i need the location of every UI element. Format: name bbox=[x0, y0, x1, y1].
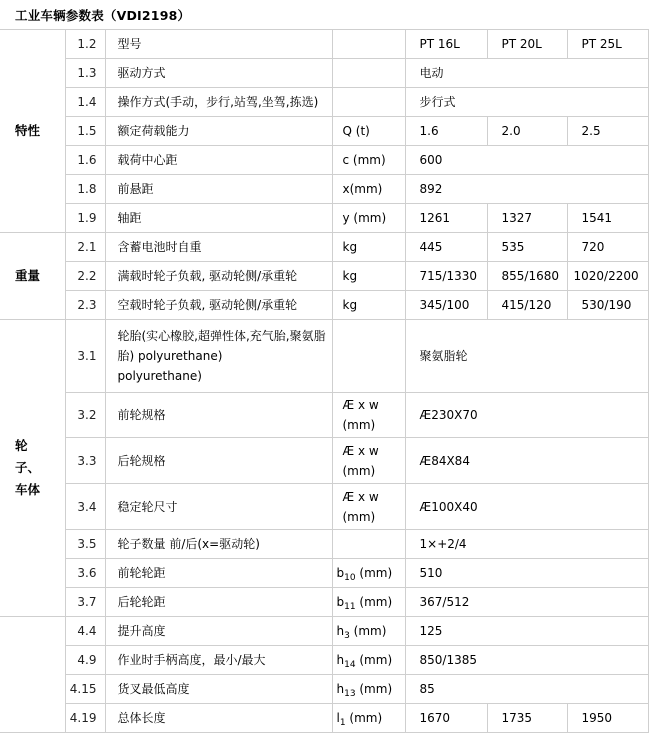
unit-subscript: 11 bbox=[344, 602, 356, 612]
value-pt20l: 415/120 bbox=[487, 291, 567, 320]
table-row bbox=[0, 30, 648, 59]
unit-subscript: 13 bbox=[344, 689, 356, 699]
table-row bbox=[0, 588, 648, 617]
table-row bbox=[0, 559, 648, 588]
value-pt25l: 530/190 bbox=[567, 291, 648, 320]
unit-symbol: b bbox=[336, 595, 345, 609]
unit-line: Æ x w bbox=[342, 489, 379, 504]
unit-symbol: b bbox=[336, 566, 345, 580]
table-row bbox=[0, 175, 648, 204]
value-all: 367/512 bbox=[405, 588, 648, 617]
value-all: 1×+2/4 bbox=[405, 530, 648, 559]
row-description: 作业时手柄高度，最小/最大 bbox=[105, 646, 332, 675]
row-description: 提升高度 bbox=[105, 617, 332, 646]
value-all: 850/1385 bbox=[405, 646, 648, 675]
desc-line: 胎) polyurethane) bbox=[117, 349, 223, 363]
value-all: 125 bbox=[405, 617, 648, 646]
section-label: 特性 bbox=[0, 30, 65, 233]
row-number: 1.5 bbox=[65, 117, 105, 146]
row-unit: c (mm) bbox=[332, 146, 405, 175]
unit-symbol: h bbox=[336, 653, 345, 667]
unit-line: (mm) bbox=[342, 463, 376, 478]
unit-subscript: 1 bbox=[339, 718, 346, 728]
desc-line: 轮胎(实心橡胶,超弹性体,充气胎,聚氨脂 bbox=[117, 329, 326, 343]
value-pt25l: PT 25L bbox=[567, 30, 648, 59]
unit-subscript: 10 bbox=[344, 573, 356, 583]
row-unit bbox=[332, 484, 405, 530]
unit-suffix: (mm) bbox=[349, 624, 387, 638]
table-row bbox=[0, 438, 648, 484]
row-unit bbox=[332, 393, 405, 438]
table-row bbox=[0, 291, 648, 320]
value-pt25l: 1950 bbox=[567, 704, 648, 733]
row-number: 3.6 bbox=[65, 559, 105, 588]
row-description: 型号 bbox=[105, 30, 332, 59]
row-unit bbox=[332, 530, 405, 559]
table-row bbox=[0, 233, 648, 262]
unit-line: Æ x w bbox=[342, 398, 379, 412]
row-unit bbox=[332, 588, 405, 617]
table-row bbox=[0, 675, 648, 704]
value-pt16l: 1670 bbox=[405, 704, 487, 733]
row-unit bbox=[332, 438, 405, 484]
value-all: Æ230X70 bbox=[405, 393, 648, 438]
unit-line: Æ x w bbox=[342, 443, 379, 458]
table-row bbox=[0, 262, 648, 291]
row-description: 空载时轮子负载, 驱动轮侧/承重轮 bbox=[105, 291, 332, 320]
row-number: 1.8 bbox=[65, 175, 105, 204]
row-description: 轮子数量 前/后(x=驱动轮) bbox=[105, 530, 332, 559]
row-number: 3.3 bbox=[65, 438, 105, 484]
value-all: 聚氨脂轮 bbox=[405, 320, 648, 393]
row-description: 后轮轮距 bbox=[105, 588, 332, 617]
value-pt16l: 715/1330 bbox=[405, 262, 487, 291]
value-pt20l: 1327 bbox=[487, 204, 567, 233]
row-unit bbox=[332, 30, 405, 59]
value-all: 85 bbox=[405, 675, 648, 704]
row-description bbox=[105, 320, 332, 393]
row-number: 1.2 bbox=[65, 30, 105, 59]
value-pt16l: 1261 bbox=[405, 204, 487, 233]
row-description: 稳定轮尺寸 bbox=[105, 484, 332, 530]
value-pt20l: 855/1680 bbox=[487, 262, 567, 291]
unit-suffix: (mm) bbox=[355, 595, 393, 609]
row-description: 前悬距 bbox=[105, 175, 332, 204]
value-pt25l: 1020/2200 bbox=[567, 262, 648, 291]
row-number: 3.7 bbox=[65, 588, 105, 617]
value-pt20l: 535 bbox=[487, 233, 567, 262]
row-description: 操作方式(手动，步行,站驾,坐驾,拣选) bbox=[105, 88, 332, 117]
row-unit bbox=[332, 59, 405, 88]
unit-symbol: l bbox=[336, 711, 340, 725]
row-unit bbox=[332, 675, 405, 704]
row-unit: x(mm) bbox=[332, 175, 405, 204]
unit-line: (mm) bbox=[342, 509, 376, 524]
table-row bbox=[0, 146, 648, 175]
row-unit bbox=[332, 617, 405, 646]
table-row bbox=[0, 204, 648, 233]
table-row bbox=[0, 704, 648, 733]
row-number: 4.15 bbox=[65, 675, 105, 704]
row-unit bbox=[332, 704, 405, 733]
row-unit: kg bbox=[332, 262, 405, 291]
value-all: 电动 bbox=[405, 59, 648, 88]
row-description: 前轮轮距 bbox=[105, 559, 332, 588]
value-all: 600 bbox=[405, 146, 648, 175]
value-pt25l: 2.5 bbox=[567, 117, 648, 146]
row-description: 货叉最低高度 bbox=[105, 675, 332, 704]
row-description: 驱动方式 bbox=[105, 59, 332, 88]
row-number: 4.9 bbox=[65, 646, 105, 675]
table-row bbox=[0, 88, 648, 117]
value-all: 步行式 bbox=[405, 88, 648, 117]
value-pt16l: PT 16L bbox=[405, 30, 487, 59]
table-row bbox=[0, 117, 648, 146]
unit-suffix: (mm) bbox=[355, 653, 393, 667]
row-number: 1.4 bbox=[65, 88, 105, 117]
row-description: 总体长度 bbox=[105, 704, 332, 733]
unit-subscript: 3 bbox=[344, 631, 350, 641]
row-description: 前轮规格 bbox=[105, 393, 332, 438]
desc-line: polyurethane) bbox=[117, 369, 202, 383]
row-number: 1.3 bbox=[65, 59, 105, 88]
row-number: 3.1 bbox=[65, 320, 105, 393]
unit-suffix: (mm) bbox=[345, 711, 383, 725]
unit-suffix: (mm) bbox=[355, 566, 393, 580]
row-description: 满载时轮子负载, 驱动轮侧/承重轮 bbox=[105, 262, 332, 291]
value-pt25l: 1541 bbox=[567, 204, 648, 233]
page-title: 工业车辆参数表（VDI2198） bbox=[15, 8, 191, 23]
section-label bbox=[0, 617, 65, 733]
row-description: 额定荷载能力 bbox=[105, 117, 332, 146]
row-unit bbox=[332, 88, 405, 117]
value-all: 892 bbox=[405, 175, 648, 204]
unit-line: (mm) bbox=[342, 418, 376, 432]
row-description: 载荷中心距 bbox=[105, 146, 332, 175]
row-unit bbox=[332, 646, 405, 675]
value-pt20l: PT 20L bbox=[487, 30, 567, 59]
row-unit bbox=[332, 559, 405, 588]
row-number: 2.2 bbox=[65, 262, 105, 291]
table-row bbox=[0, 646, 648, 675]
value-all: Æ100X40 bbox=[405, 484, 648, 530]
row-number: 4.19 bbox=[65, 704, 105, 733]
section-label: 重量 bbox=[0, 233, 65, 320]
row-unit: y (mm) bbox=[332, 204, 405, 233]
row-number: 1.9 bbox=[65, 204, 105, 233]
value-pt20l: 2.0 bbox=[487, 117, 567, 146]
row-unit: kg bbox=[332, 291, 405, 320]
table-row bbox=[0, 484, 648, 530]
table-row bbox=[0, 617, 648, 646]
unit-symbol: h bbox=[336, 682, 345, 696]
value-pt16l: 445 bbox=[405, 233, 487, 262]
row-description: 后轮规格 bbox=[105, 438, 332, 484]
table-row bbox=[0, 530, 648, 559]
row-number: 3.4 bbox=[65, 484, 105, 530]
row-description: 轴距 bbox=[105, 204, 332, 233]
value-all: Æ84X84 bbox=[405, 438, 648, 484]
row-unit bbox=[332, 320, 405, 393]
table-row bbox=[0, 393, 648, 438]
row-number: 4.4 bbox=[65, 617, 105, 646]
row-description: 含蓄电池时自重 bbox=[105, 233, 332, 262]
row-number: 2.3 bbox=[65, 291, 105, 320]
value-all: 510 bbox=[405, 559, 648, 588]
value-pt16l: 345/100 bbox=[405, 291, 487, 320]
row-number: 3.5 bbox=[65, 530, 105, 559]
table-row bbox=[0, 320, 648, 393]
section-label: 轮子、车体 bbox=[0, 320, 65, 617]
unit-symbol: h bbox=[336, 624, 345, 638]
row-number: 2.1 bbox=[65, 233, 105, 262]
unit-suffix: (mm) bbox=[355, 682, 393, 696]
unit-subscript: 14 bbox=[344, 660, 356, 670]
row-number: 1.6 bbox=[65, 146, 105, 175]
table-row bbox=[0, 59, 648, 88]
row-number: 3.2 bbox=[65, 393, 105, 438]
value-pt16l: 1.6 bbox=[405, 117, 487, 146]
spec-table bbox=[0, 29, 649, 733]
value-pt20l: 1735 bbox=[487, 704, 567, 733]
row-unit: kg bbox=[332, 233, 405, 262]
value-pt25l: 720 bbox=[567, 233, 648, 262]
row-unit: Q (t) bbox=[332, 117, 405, 146]
